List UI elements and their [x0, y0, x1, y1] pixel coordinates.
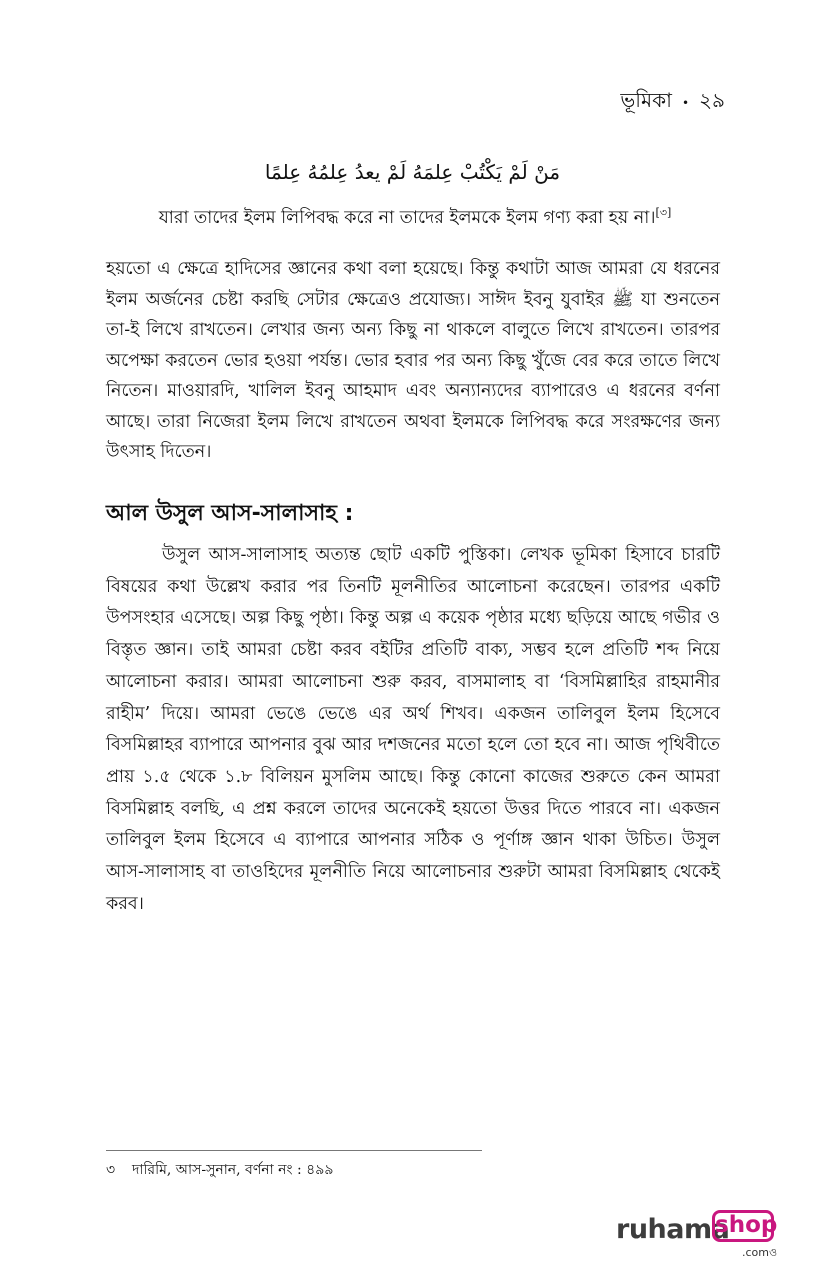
running-head-title: ভূমিকা [620, 88, 672, 112]
watermark-logo [616, 1206, 786, 1266]
footnote [106, 1158, 333, 1182]
body-paragraph-1: হয়তো এ ক্ষেত্রে হাদিসের জ্ঞানের কথা বলা হয়েছে। কিন্তু কথাটা আজ আমরা যে ধরনের ইলম অর্জনের চেষ্টা করছি সেটার ক্ষেত্রেও প্রযোজ্য। সাঈদ ইবনু যুবাইর ﷺ যা শুনতেন তা-ই লিখে রাখতেন। লেখার জন্য অন্য কিছু না থাকলে বালুতে লিখে রাখতেন। তারপর অপেক্ষা করতেন ভোর হওয়া পর্যন্ত। ভোর হবার পর অন্য কিছু খুঁজে বের করে তাতে লিখে নিতেন। মাওয়ারদি, খালিল ইবনু আহমাদ এবং অন্যান্যদের ব্যাপারেও এ ধরনের বর্ণনা আছে। তারা নিজেরা ইলম লিখে রাখতেন অথবা ইলমকে লিপিবদ্ধ করে সংরক্ষণের জন্য উৎসাহ দিতেন। [106, 259, 721, 462]
quote-translation-text: যারা তাদের ইলম লিপিবদ্ধ করে না তাদের ইলমকে ইলম গণ্য করা হয় না। [158, 207, 656, 228]
running-head-separator: • [681, 95, 690, 110]
logo-domain-text: .comও [742, 1246, 778, 1259]
logo-shop-text: shop [715, 1212, 778, 1238]
section-heading: আল উসুল আস-সালাসাহ : [106, 501, 354, 526]
page-number: ২৯ [699, 88, 725, 112]
quote-translation [105, 204, 725, 234]
arabic-quote: مَنْ لَمْ يَكْتُبْ عِلمَهُ لَمْ يعدُ عِلمُهُ عِلمًا [264, 160, 561, 184]
footnote-reference[interactable]: [৩] [655, 206, 672, 219]
footnote-text: দারিমি, আস-সুনান, বর্ণনা নং : ৪৯৯ [132, 1162, 334, 1178]
body-paragraph-2: উসুল আস-সালাসাহ অত্যন্ত ছোট একটি পুস্তিকা। লেখক ভূমিকা হিসাবে চারটি বিষয়ের কথা উল্লেখ করার পর তিনটি মূলনীতির আলোচনা করেছেন। তারপর একটি উপসংহার এসেছে। অল্প কিছু পৃষ্ঠা। কিন্তু অল্প এ কয়েক পৃষ্ঠার মধ্যে ছড়িয়ে আছে গভীর ও বিস্তৃত জ্ঞান। তাই আমরা চেষ্টা করব বইটির প্রতিটি বাক্য, সম্ভব হলে প্রতিটি শব্দ নিয়ে আলোচনা করার। আমরা আলোচনা শুরু করব, বাসমালাহ বা ‘বিসমিল্লাহির রাহমানীর রাহীম’ দিয়ে। আমরা ভেঙে ভেঙে এর অর্থ শিখব। একজন তালিবুল ইলম হিসেবে বিসমিল্লাহর ব্যাপারে আপনার বুঝ আর দশজনের মতো হলে তো হবে না। আজ পৃথিবীতে প্রায় ১.৫ থেকে ১.৮ বিলিয়ন মুসলিম আছে। কিন্তু কোনো কাজের শুরুতে কেন আমরা বিসমিল্লাহ বলছি, এ প্রশ্ন করলে তাদের অনেকেই হয়তো উত্তর দিতে পারবে না। একজন তালিবুল ইলম হিসেবে এ ব্যাপারে আপনার সঠিক ও পূর্ণাঙ্গ জ্ঞান থাকা উচিত। উসুল আস-সালাসাহ বা তাওহিদের মূলনীতি নিয়ে আলোচনার শুরুটা আমরা বিসমিল্লাহ থেকেই করব। [106, 545, 720, 914]
footnote-number: ৩ [106, 1162, 116, 1178]
running-head [620, 86, 725, 119]
footnote-divider [106, 1150, 482, 1151]
logo-ruhama-text: ruhama [616, 1214, 730, 1245]
